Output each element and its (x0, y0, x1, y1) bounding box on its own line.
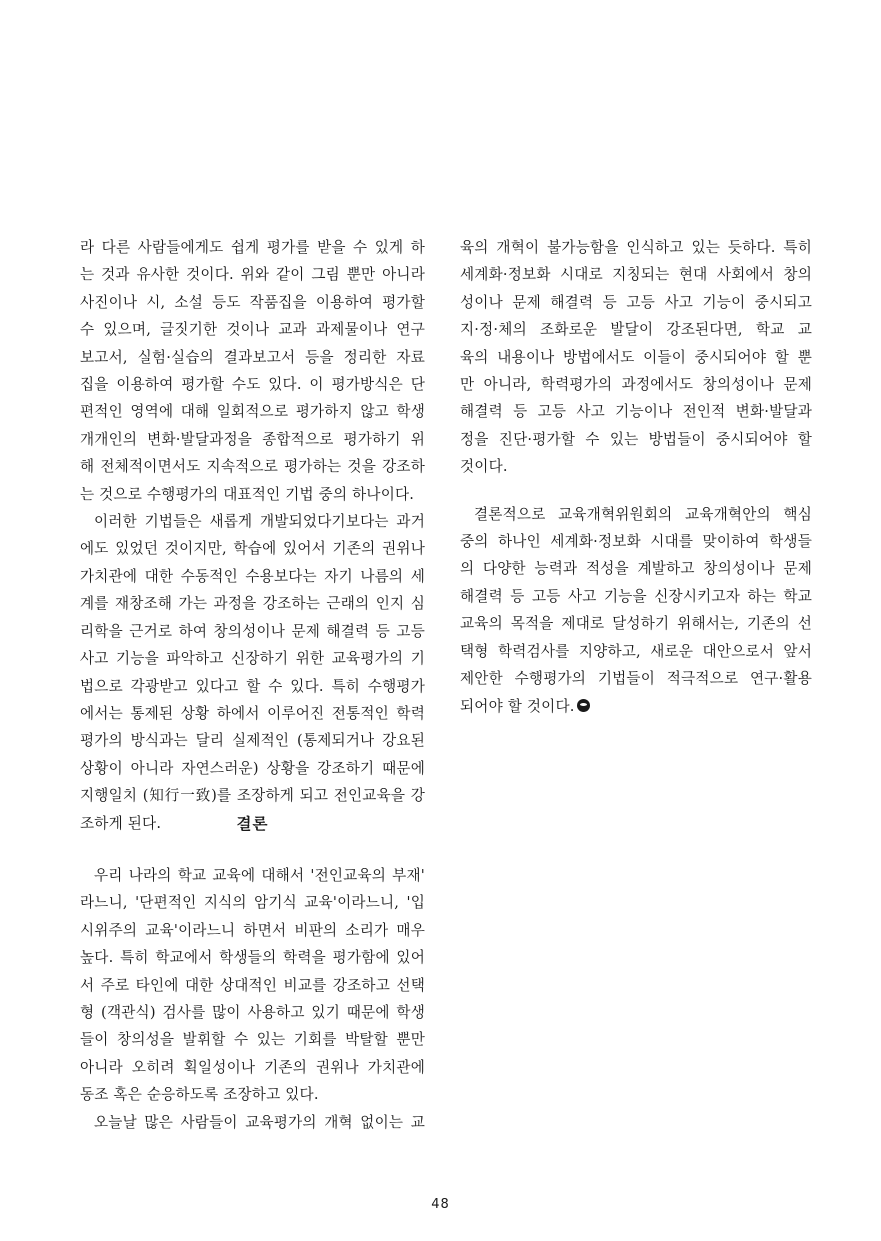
text-line: 동조 혹은 순응하도록 조장하고 있다. (80, 1086, 319, 1104)
text-line: 성이나 문제 해결력 등 고등 사고 기능이 중시되고 (460, 293, 812, 311)
text-line: 아니라 오히려 획일성이나 기존의 권위나 가치관에 (80, 1058, 425, 1076)
end-of-article-icon (577, 699, 590, 712)
text-line: 육의 개혁이 불가능함을 인식하고 있는 듯하다. 특히 (460, 239, 812, 256)
text-line: 것이다. (460, 458, 508, 476)
text-line: 법으로 각광받고 있다고 할 수 있다. 특히 수행평가 (80, 677, 425, 695)
text-line: 교육의 목적을 제대로 달성하기 위해서는, 기존의 선 (460, 615, 812, 633)
text-line: 는 것으로 수행평가의 대표적인 기법 중의 하나이다. (80, 485, 415, 503)
text-line: 계를 재창조해 가는 과정을 강조하는 근래의 인지 심 (80, 595, 425, 613)
left-column (80, 234, 425, 837)
section-heading-conclusion: 결론 (236, 815, 269, 833)
text-line: 결론적으로 교육개혁위원회의 교육개혁안의 핵심 (474, 505, 812, 523)
text-line: 해결력 등 고등 사고 기능이나 전인적 변화·발달과 (460, 403, 812, 421)
text-line: 시위주의 교육'이라느니 하면서 비판의 소리가 매우 (80, 921, 425, 939)
text-line: 들이 창의성을 발휘할 수 있는 기회를 박탈할 뿐만 (80, 1031, 425, 1049)
text-line: 집을 이용하여 평가할 수도 있다. 이 평가방식은 단 (80, 376, 425, 394)
text-line: 세계화·정보화 시대로 지칭되는 현대 사회에서 창의 (460, 266, 812, 284)
text-line: 개개인의 변화·발달과정을 종합적으로 평가하기 위 (80, 430, 425, 448)
paragraph-conclusion-2 (80, 1109, 425, 1136)
text-line: 에도 있었던 것이지만, 학습에 있어서 기존의 권위나 (80, 540, 425, 558)
paragraph-conclusion-1 (80, 862, 425, 1109)
paragraph-reform (460, 234, 812, 481)
text-line: 리학을 근거로 하여 창의성이나 문제 해결력 등 고등 (80, 622, 425, 640)
text-line: 지·정·체의 조화로운 발달이 강조된다면, 학교 교 (460, 321, 812, 339)
text-line: 정을 진단·평가할 수 있는 방법들이 중시되어야 할 (460, 430, 812, 448)
paragraph-final (460, 501, 812, 720)
text-line: 는 것과 유사한 것이다. 위와 같이 그림 뿐만 아니라 (80, 266, 425, 284)
text-line: 해 전체적이면서도 지속적으로 평가하는 것을 강조하 (80, 458, 425, 476)
text-line: 택형 학력검사를 지양하고, 새로운 대안으로서 앞서 (460, 642, 812, 660)
text-line: 높다. 특히 학교에서 학생들의 학력을 평가함에 있어 (80, 949, 425, 967)
final-line-text: 되어야 할 것이다. (460, 697, 575, 715)
right-column (460, 234, 812, 720)
text-line: 형 (객관식) 검사를 많이 사용하고 있기 때문에 학생 (80, 1004, 425, 1022)
text-line: 라 다른 사람들에게도 쉽게 평가를 받을 수 있게 하 (80, 239, 425, 256)
text-line: 만 아니라, 학력평가의 과정에서도 창의성이나 문제 (460, 376, 812, 394)
paragraph-portfolio (80, 234, 425, 508)
text-line: 보고서, 실험·실습의 결과보고서 등을 정리한 자료 (80, 348, 425, 366)
text-line: 의 다양한 능력과 적성을 계발하고 창의성이나 문제 (460, 560, 812, 578)
text-line: 오늘날 많은 사람들이 교육평가의 개혁 없이는 교 (94, 1113, 425, 1131)
text-line: 지행일치 (知行一致)를 조장하게 되고 전인교육을 강 (80, 787, 425, 805)
paragraph-spacer (460, 481, 812, 501)
text-line: 평가의 방식과는 달리 실제적인 (통제되거나 강요된 (80, 732, 425, 750)
text-line-with-end-mark (460, 693, 812, 720)
text-line: 이러한 기법들은 새롭게 개발되었다기보다는 과거 (94, 513, 425, 531)
paragraph-techniques (80, 508, 425, 837)
text-line: 편적인 영역에 대해 일회적으로 평가하지 않고 학생 (80, 403, 425, 421)
text-line: 라느니, '단편적인 지식의 암기식 교육'이라느니, '입 (80, 894, 425, 912)
text-line: 중의 하나인 세계화·정보화 시대를 맞이하여 학생들 (460, 533, 812, 551)
text-line: 사진이나 시, 소설 등도 작품집을 이용하여 평가할 (80, 293, 425, 311)
text-line: 조하게 된다. (80, 814, 162, 832)
left-column-conclusion (80, 862, 425, 1136)
page-number: 48 (431, 1197, 450, 1212)
text-line: 사고 기능을 파악하고 신장하기 위한 교육평가의 기 (80, 650, 425, 668)
text-line: 우리 나라의 학교 교육에 대해서 '전인교육의 부재' (94, 867, 425, 884)
text-line: 에서는 통제된 상황 하에서 이루어진 전통적인 학력 (80, 704, 425, 722)
text-line: 가치관에 대한 수동적인 수용보다는 자기 나름의 세 (80, 567, 425, 585)
text-line: 상황이 아니라 자연스러운) 상황을 강조하기 때문에 (80, 759, 425, 777)
text-line: 수 있으며, 글짓기한 것이나 교과 과제물이나 연구 (80, 321, 425, 339)
text-line: 서 주로 타인에 대한 상대적인 비교를 강조하고 선택 (80, 976, 425, 994)
text-line: 해결력 등 고등 사고 기능을 신장시키고자 하는 학교 (460, 587, 812, 605)
text-line: 육의 내용이나 방법에서도 이들이 중시되어야 할 뿐 (460, 348, 812, 366)
text-line: 제안한 수행평가의 기법들이 적극적으로 연구·활용 (460, 670, 812, 688)
